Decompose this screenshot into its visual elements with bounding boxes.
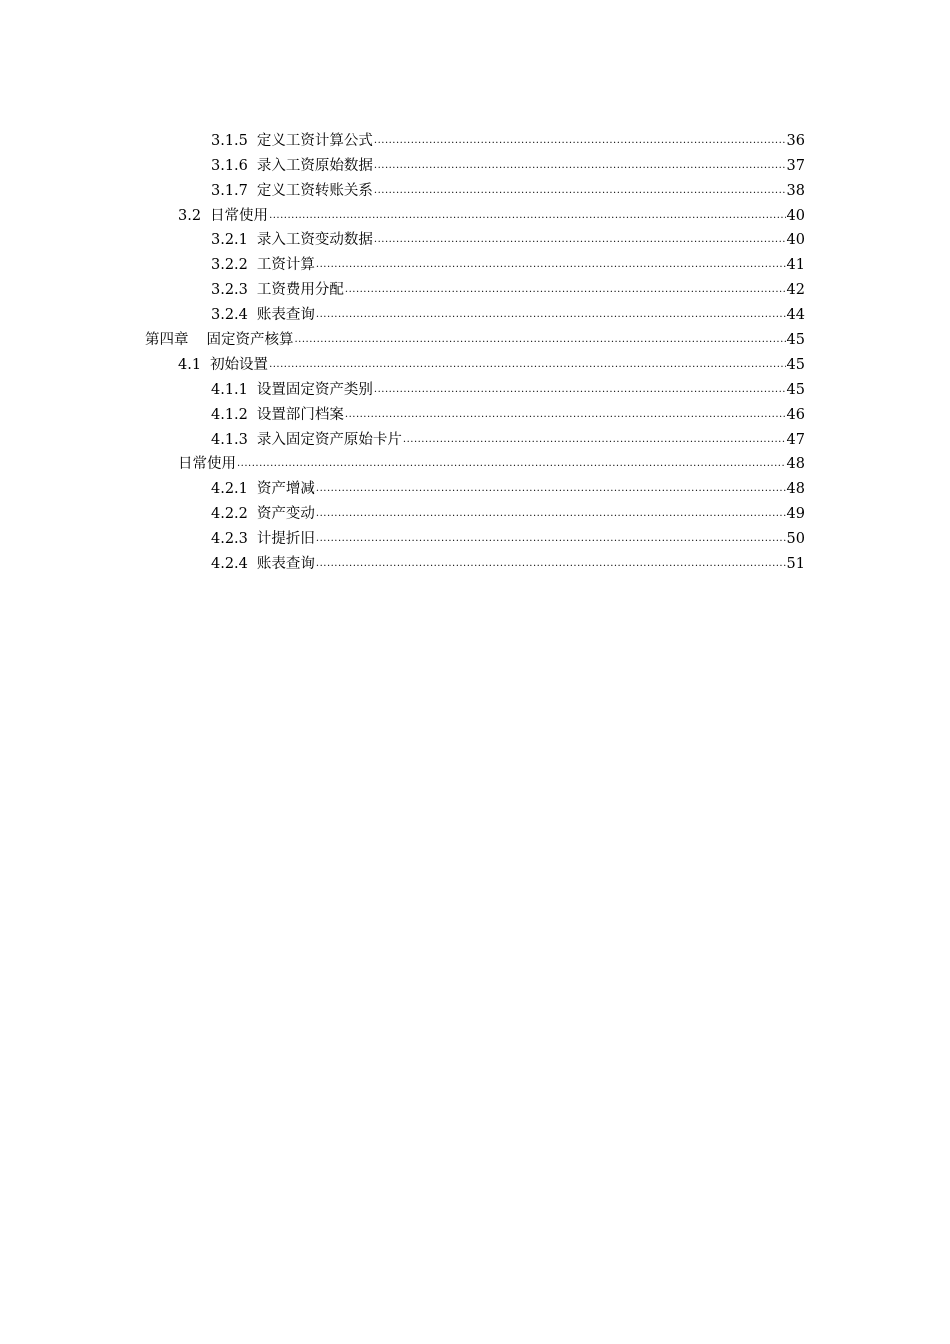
toc-entry-3-1-7[interactable] [0, 175, 950, 200]
toc-entry-title: 账表查询 [256, 556, 315, 573]
toc-entry-number: 3.1.5 [211, 132, 248, 149]
toc-dot-leader [269, 358, 785, 372]
table-of-contents [0, 125, 950, 573]
toc-entry-title: 资产增减 [256, 481, 315, 498]
toc-page-number: 47 [786, 431, 805, 448]
toc-page-number: 48 [786, 481, 805, 498]
toc-dot-leader [237, 457, 786, 471]
toc-entry-3-1-5[interactable] [0, 125, 950, 150]
toc-entry-title: 计提折旧 [256, 531, 315, 548]
toc-entry-4-2-4[interactable] [0, 548, 950, 573]
toc-entry-4-1-2[interactable] [0, 399, 950, 424]
toc-entry-title: 工资计算 [256, 257, 315, 274]
toc-dot-leader [316, 258, 786, 272]
toc-page-number: 46 [786, 406, 805, 423]
toc-entry-number: 4.2.1 [211, 481, 248, 498]
toc-dot-leader [316, 507, 786, 521]
toc-dot-leader [374, 383, 786, 397]
toc-entry-number: 3.2 [178, 207, 202, 224]
toc-entry-label [211, 256, 315, 274]
toc-entry-3-2-4[interactable] [0, 299, 950, 324]
toc-entry-title: 录入工资变动数据 [256, 232, 373, 249]
toc-page-number: 51 [786, 556, 805, 573]
toc-entry-label [211, 306, 315, 324]
toc-entry-number: 3.2.1 [211, 232, 248, 249]
toc-entry-title: 录入工资原始数据 [256, 157, 373, 174]
toc-entry-number: 4.2.4 [211, 556, 248, 573]
toc-entry-number: 3.2.4 [211, 307, 248, 324]
toc-entry-4-1[interactable] [0, 349, 950, 374]
toc-dot-leader [316, 557, 786, 571]
toc-entry-number: 3.2.3 [211, 282, 248, 299]
toc-entry-title: 日常使用 [210, 207, 269, 224]
toc-page-number: 37 [786, 157, 805, 174]
toc-dot-leader [316, 308, 786, 322]
toc-page-number: 38 [786, 182, 805, 199]
toc-entry-label [211, 505, 315, 523]
toc-entry-number: 4.1 [178, 356, 202, 373]
toc-entry-3-1-6[interactable] [0, 150, 950, 175]
toc-entry-title: 资产变动 [256, 506, 315, 523]
toc-entry-number: 4.2.3 [211, 531, 248, 548]
toc-entry-label [211, 555, 315, 573]
toc-entry-chapter-4[interactable] [0, 324, 950, 349]
toc-dot-leader [269, 209, 785, 223]
toc-entry-title: 设置固定资产类别 [256, 381, 373, 398]
toc-entry-label [145, 331, 294, 349]
toc-entry-4-1-1[interactable] [0, 374, 950, 399]
toc-dot-leader [374, 233, 786, 247]
toc-entry-3-2-2[interactable] [0, 249, 950, 274]
toc-page-number: 45 [786, 332, 805, 349]
toc-entry-number: 3.1.6 [211, 157, 248, 174]
toc-entry-3-2-1[interactable] [0, 225, 950, 250]
toc-entry-label [211, 182, 373, 200]
toc-page-number: 40 [786, 232, 805, 249]
toc-entry-label [211, 231, 373, 249]
toc-entry-title: 固定资产核算 [206, 332, 294, 349]
toc-page-number: 49 [786, 506, 805, 523]
toc-dot-leader [374, 134, 786, 148]
toc-page-number: 36 [786, 132, 805, 149]
toc-page-number: 50 [786, 531, 805, 548]
toc-entry-title: 定义工资计算公式 [256, 132, 373, 149]
toc-entry-number: 4.1.3 [211, 431, 248, 448]
toc-page-number: 45 [786, 356, 805, 373]
toc-entry-number: 4.2.2 [211, 506, 248, 523]
toc-entry-title: 账表查询 [256, 307, 315, 324]
toc-entry-4-2[interactable] [0, 449, 950, 474]
toc-entry-title: 日常使用 [178, 456, 236, 473]
toc-page-number: 40 [786, 207, 805, 224]
toc-dot-leader [345, 283, 786, 297]
toc-entry-label [211, 406, 344, 424]
toc-dot-leader [403, 433, 786, 447]
toc-entry-label [211, 157, 373, 175]
toc-entry-title: 录入固定资产原始卡片 [256, 431, 402, 448]
toc-page-number: 48 [786, 456, 805, 473]
toc-entry-4-2-2[interactable] [0, 498, 950, 523]
toc-entry-number: 第四章 [145, 332, 189, 349]
toc-entry-number: 3.1.7 [211, 182, 248, 199]
toc-entry-label [211, 480, 315, 498]
toc-entry-4-2-3[interactable] [0, 523, 950, 548]
toc-entry-label [178, 356, 268, 374]
toc-entry-label [211, 431, 402, 449]
toc-page-number: 45 [786, 381, 805, 398]
toc-page-number: 44 [786, 307, 805, 324]
toc-entry-number: 3.2.2 [211, 257, 248, 274]
toc-entry-3-2-3[interactable] [0, 274, 950, 299]
toc-dot-leader [316, 482, 786, 496]
toc-entry-label [178, 455, 236, 473]
toc-entry-4-1-3[interactable] [0, 424, 950, 449]
toc-page-number: 41 [786, 257, 805, 274]
toc-entry-title: 工资费用分配 [256, 282, 344, 299]
toc-entry-4-2-1[interactable] [0, 473, 950, 498]
toc-entry-title: 设置部门档案 [256, 406, 344, 423]
toc-entry-number: 4.1.2 [211, 406, 248, 423]
toc-entry-3-2[interactable] [0, 200, 950, 225]
toc-entry-title: 初始设置 [210, 356, 269, 373]
toc-entry-label [211, 381, 373, 399]
toc-page-number: 42 [786, 282, 805, 299]
toc-dot-leader [295, 333, 786, 347]
toc-dot-leader [345, 408, 786, 422]
toc-dot-leader [316, 532, 786, 546]
toc-dot-leader [374, 184, 786, 198]
toc-entry-label [211, 530, 315, 548]
toc-entry-label [211, 132, 373, 150]
toc-entry-label [178, 207, 268, 225]
toc-dot-leader [374, 159, 786, 173]
toc-entry-number: 4.1.1 [211, 381, 248, 398]
toc-entry-label [211, 281, 344, 299]
toc-entry-title: 定义工资转账关系 [256, 182, 373, 199]
